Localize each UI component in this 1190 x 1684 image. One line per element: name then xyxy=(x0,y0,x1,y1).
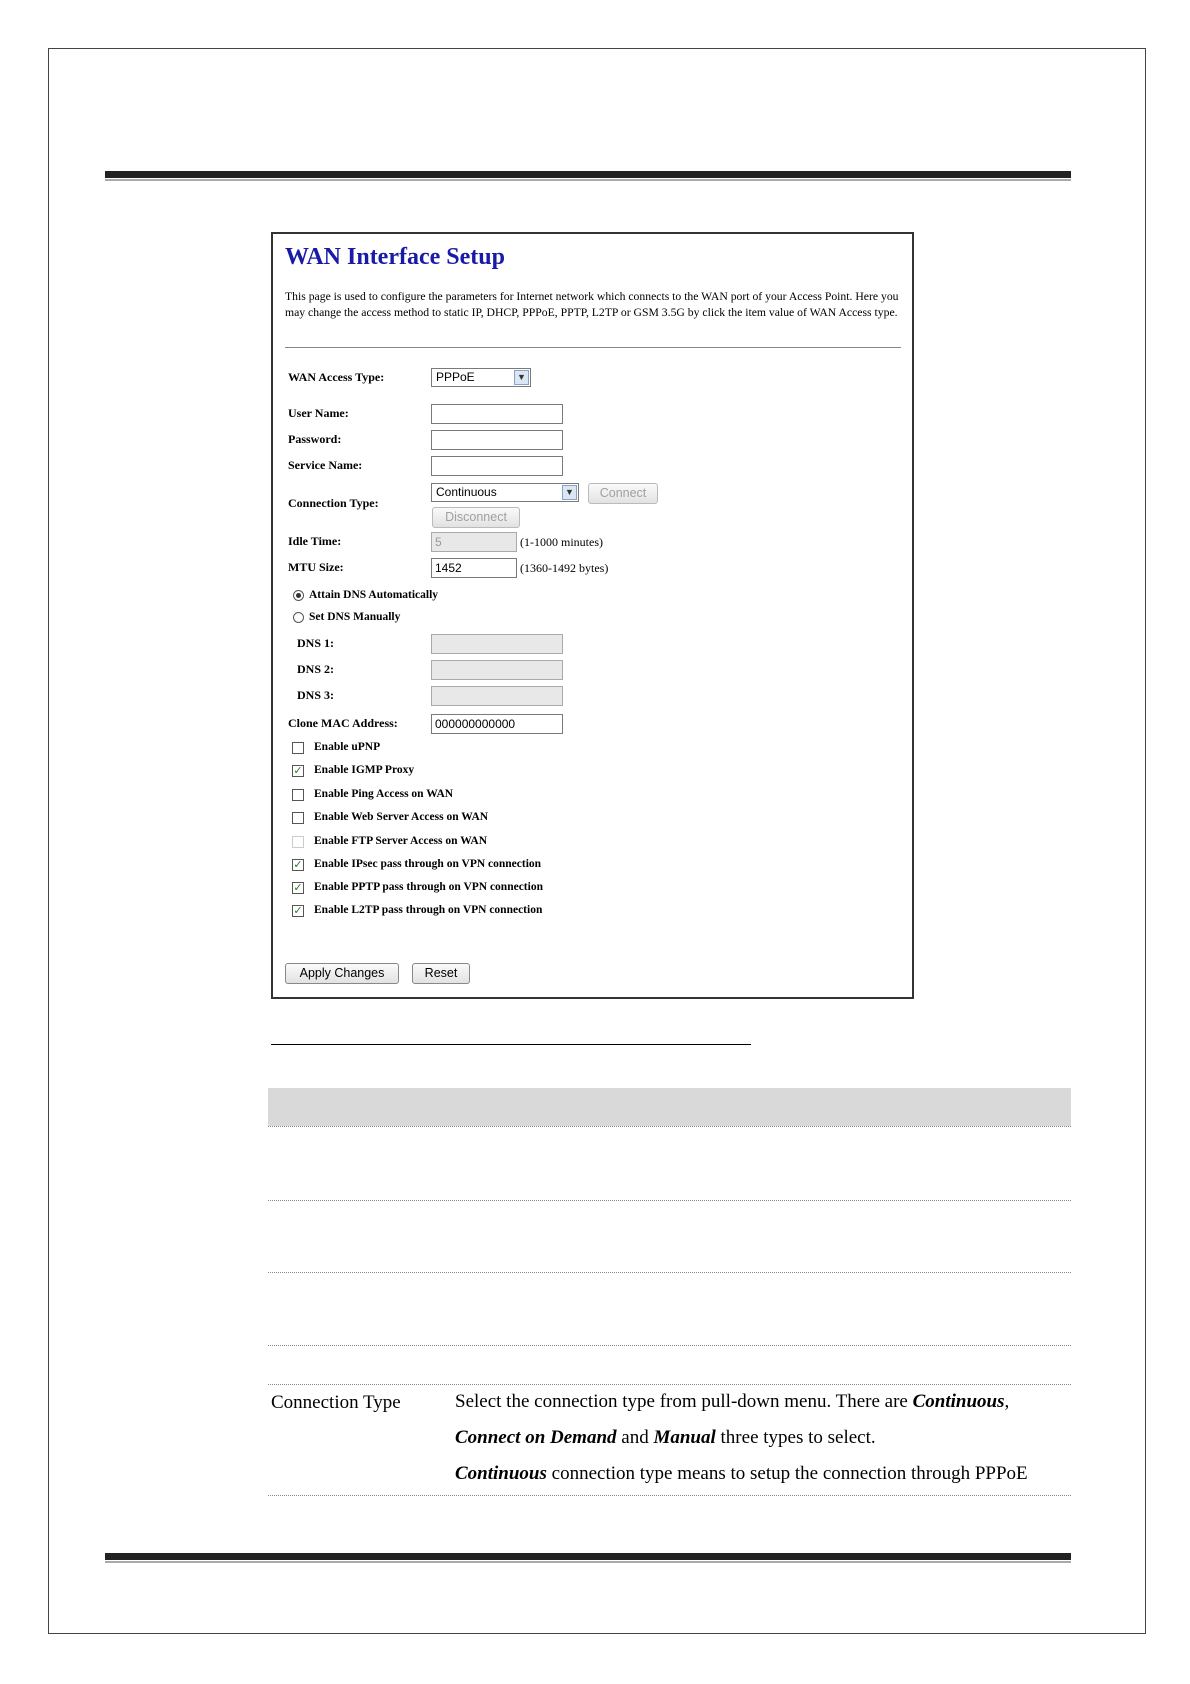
service-name-label: Service Name: xyxy=(288,458,363,472)
dns-auto-radio[interactable] xyxy=(293,590,304,601)
connection-type-select[interactable] xyxy=(431,483,579,502)
chevron-down-icon: ▼ xyxy=(514,370,529,385)
enable-l2tp-passthrough-checkbox[interactable]: ✓ xyxy=(293,904,303,917)
text-span: , xyxy=(1004,1391,1010,1412)
dns3-input[interactable] xyxy=(431,686,563,706)
user-name-label: User Name: xyxy=(288,406,349,420)
header-rule xyxy=(105,171,1071,178)
dns3-label: DNS 3: xyxy=(297,688,335,702)
emphasis: Continuous xyxy=(455,1463,547,1484)
connection-type-value: Continuous xyxy=(436,485,497,499)
wan-access-type-select[interactable] xyxy=(431,368,531,387)
idle-time-hint: (1-1000 minutes) xyxy=(520,535,603,549)
dns-auto-label: Attain DNS Automatically xyxy=(309,589,439,601)
enable-ipsec-passthrough-checkbox[interactable]: ✓ xyxy=(293,858,303,871)
clone-mac-label: Clone MAC Address: xyxy=(288,716,398,730)
reset-button[interactable]: Reset xyxy=(412,963,470,984)
description-line xyxy=(455,1420,1070,1456)
text-span: Select the connection type from pull-down menu. There are xyxy=(455,1391,913,1412)
text-span: connection type means to setup the connection through PPPoE xyxy=(546,1463,1028,1484)
wan-access-type-label: WAN Access Type: xyxy=(288,370,385,384)
table-divider xyxy=(268,1126,1071,1127)
connection-type-label: Connection Type: xyxy=(288,496,379,510)
enable-web-server-wan-label: Enable Web Server Access on WAN xyxy=(314,811,489,823)
mtu-size-hint: (1360-1492 bytes) xyxy=(520,561,609,575)
clone-mac-input[interactable]: 000000000000 xyxy=(431,714,563,734)
password-input[interactable] xyxy=(431,430,563,450)
table-divider xyxy=(268,1200,1071,1201)
dns2-label: DNS 2: xyxy=(297,662,335,676)
dns-manual-radio[interactable] xyxy=(293,612,304,623)
password-label: Password: xyxy=(288,432,342,446)
enable-upnp-label: Enable uPNP xyxy=(314,741,381,753)
enable-ftp-server-wan-checkbox[interactable] xyxy=(292,836,304,848)
dns2-input[interactable] xyxy=(431,660,563,680)
disconnect-button[interactable]: Disconnect xyxy=(432,507,520,528)
emphasis: Manual xyxy=(653,1427,716,1448)
page-title: WAN Interface Setup xyxy=(285,244,505,270)
mtu-size-label: MTU Size: xyxy=(288,560,344,574)
enable-igmp-proxy-checkbox[interactable]: ✓ xyxy=(293,764,303,777)
idle-time-label: Idle Time: xyxy=(288,534,342,548)
apply-changes-button[interactable]: Apply Changes xyxy=(285,963,399,984)
enable-igmp-proxy-label: Enable IGMP Proxy xyxy=(314,764,415,776)
enable-ping-wan-checkbox[interactable] xyxy=(292,789,304,801)
enable-ipsec-passthrough-label: Enable IPsec pass through on VPN connection xyxy=(314,858,542,870)
enable-ping-wan-label: Enable Ping Access on WAN xyxy=(314,788,454,800)
table-row-description xyxy=(455,1384,1070,1492)
mtu-size-input[interactable]: 1452 xyxy=(431,558,517,578)
wan-access-type-value: PPPoE xyxy=(436,370,475,384)
footer-rule xyxy=(105,1553,1071,1560)
enable-ftp-server-wan-label: Enable FTP Server Access on WAN xyxy=(314,835,488,847)
enable-pptp-passthrough-checkbox[interactable]: ✓ xyxy=(293,881,303,894)
table-header xyxy=(268,1088,1071,1126)
text-span: and xyxy=(616,1427,654,1448)
chevron-down-icon: ▼ xyxy=(562,485,577,500)
enable-pptp-passthrough-label: Enable PPTP pass through on VPN connection xyxy=(314,881,543,893)
caption-line xyxy=(271,1044,751,1045)
divider xyxy=(285,347,901,348)
wan-setup-screenshot xyxy=(271,232,914,999)
table-divider xyxy=(268,1345,1071,1346)
page-description: This page is used to configure the parameters for Internet network which connects to the WAN port of your Access Point. Here you may change the access method to static IP, DHCP, PPPoE, PPTP, L2TP or GSM 3.5G by click the item value of WAN Access type. xyxy=(285,290,899,319)
enable-upnp-checkbox[interactable] xyxy=(292,742,304,754)
header-rule-shadow xyxy=(105,179,1071,181)
description-line xyxy=(455,1384,1070,1420)
enable-l2tp-passthrough-label: Enable L2TP pass through on VPN connection xyxy=(314,904,543,916)
text-span: three types to select. xyxy=(715,1427,876,1448)
emphasis: Connect on Demand xyxy=(455,1427,617,1448)
table-row-name: Connection Type xyxy=(271,1392,401,1413)
service-name-input[interactable] xyxy=(431,456,563,476)
connect-button[interactable]: Connect xyxy=(588,483,658,504)
user-name-input[interactable] xyxy=(431,404,563,424)
dns-manual-label: Set DNS Manually xyxy=(309,611,401,623)
emphasis: Continuous xyxy=(912,1391,1005,1412)
table-divider xyxy=(268,1495,1071,1496)
dns1-label: DNS 1: xyxy=(297,636,335,650)
table-divider xyxy=(268,1272,1071,1273)
dns1-input[interactable] xyxy=(431,634,563,654)
footer-rule-shadow xyxy=(105,1561,1071,1563)
description-line xyxy=(455,1456,1070,1492)
enable-web-server-wan-checkbox[interactable] xyxy=(292,812,304,824)
idle-time-input[interactable]: 5 xyxy=(431,532,517,552)
